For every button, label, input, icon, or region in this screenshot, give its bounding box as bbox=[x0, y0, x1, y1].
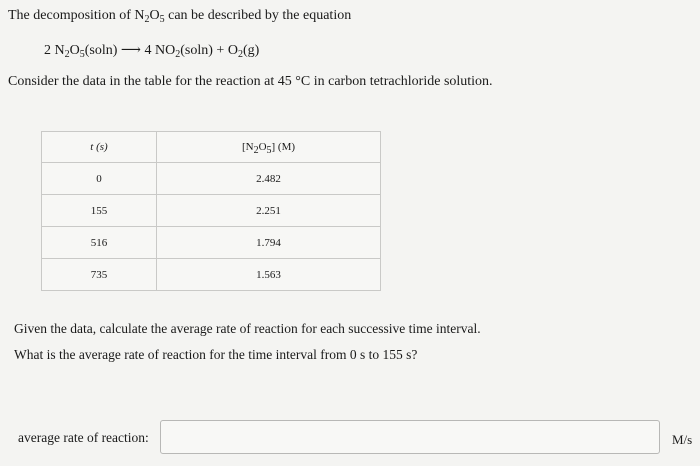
table-row bbox=[42, 259, 381, 291]
intro-text: The decomposition of $N_2O_5$ can be described by the equation bbox=[8, 8, 352, 25]
time-cell: 516 bbox=[42, 227, 157, 259]
table-row bbox=[42, 195, 381, 227]
concentration-cell: 1.794 bbox=[157, 227, 381, 259]
average-rate-input[interactable] bbox=[160, 420, 660, 454]
table-header-row bbox=[42, 132, 381, 163]
time-cell: 735 bbox=[42, 259, 157, 291]
unit-label: M/s bbox=[672, 432, 693, 447]
concentration-cell: 2.251 bbox=[157, 195, 381, 227]
reaction-equation: 2 $N_2O_5(soln)$ ⟶ 4 $NO_2(soln) + O_2(g)$ bbox=[44, 43, 260, 60]
concentration-cell: 1.563 bbox=[157, 259, 381, 291]
table-row bbox=[42, 227, 381, 259]
table-row bbox=[42, 163, 381, 195]
header-time: t (s) bbox=[42, 132, 157, 163]
data-table bbox=[41, 131, 381, 291]
question-text: What is the average rate of reaction for the time interval from 0 s to 155 s? bbox=[14, 347, 418, 362]
header-concentration: $[N_2O_5]$ (M) bbox=[157, 132, 381, 163]
time-cell: 155 bbox=[42, 195, 157, 227]
answer-label: average rate of reaction: bbox=[18, 430, 149, 445]
concentration-cell: 2.482 bbox=[157, 163, 381, 195]
time-cell: 0 bbox=[42, 163, 157, 195]
reaction-arrow: ⟶ bbox=[120, 43, 141, 58]
given-text: Given the data, calculate the average rate of reaction for each successive time interval. bbox=[14, 321, 481, 336]
consider-text: Consider the data in the table for the reaction at 45 °C in carbon tetrachloride solution. bbox=[8, 74, 493, 89]
